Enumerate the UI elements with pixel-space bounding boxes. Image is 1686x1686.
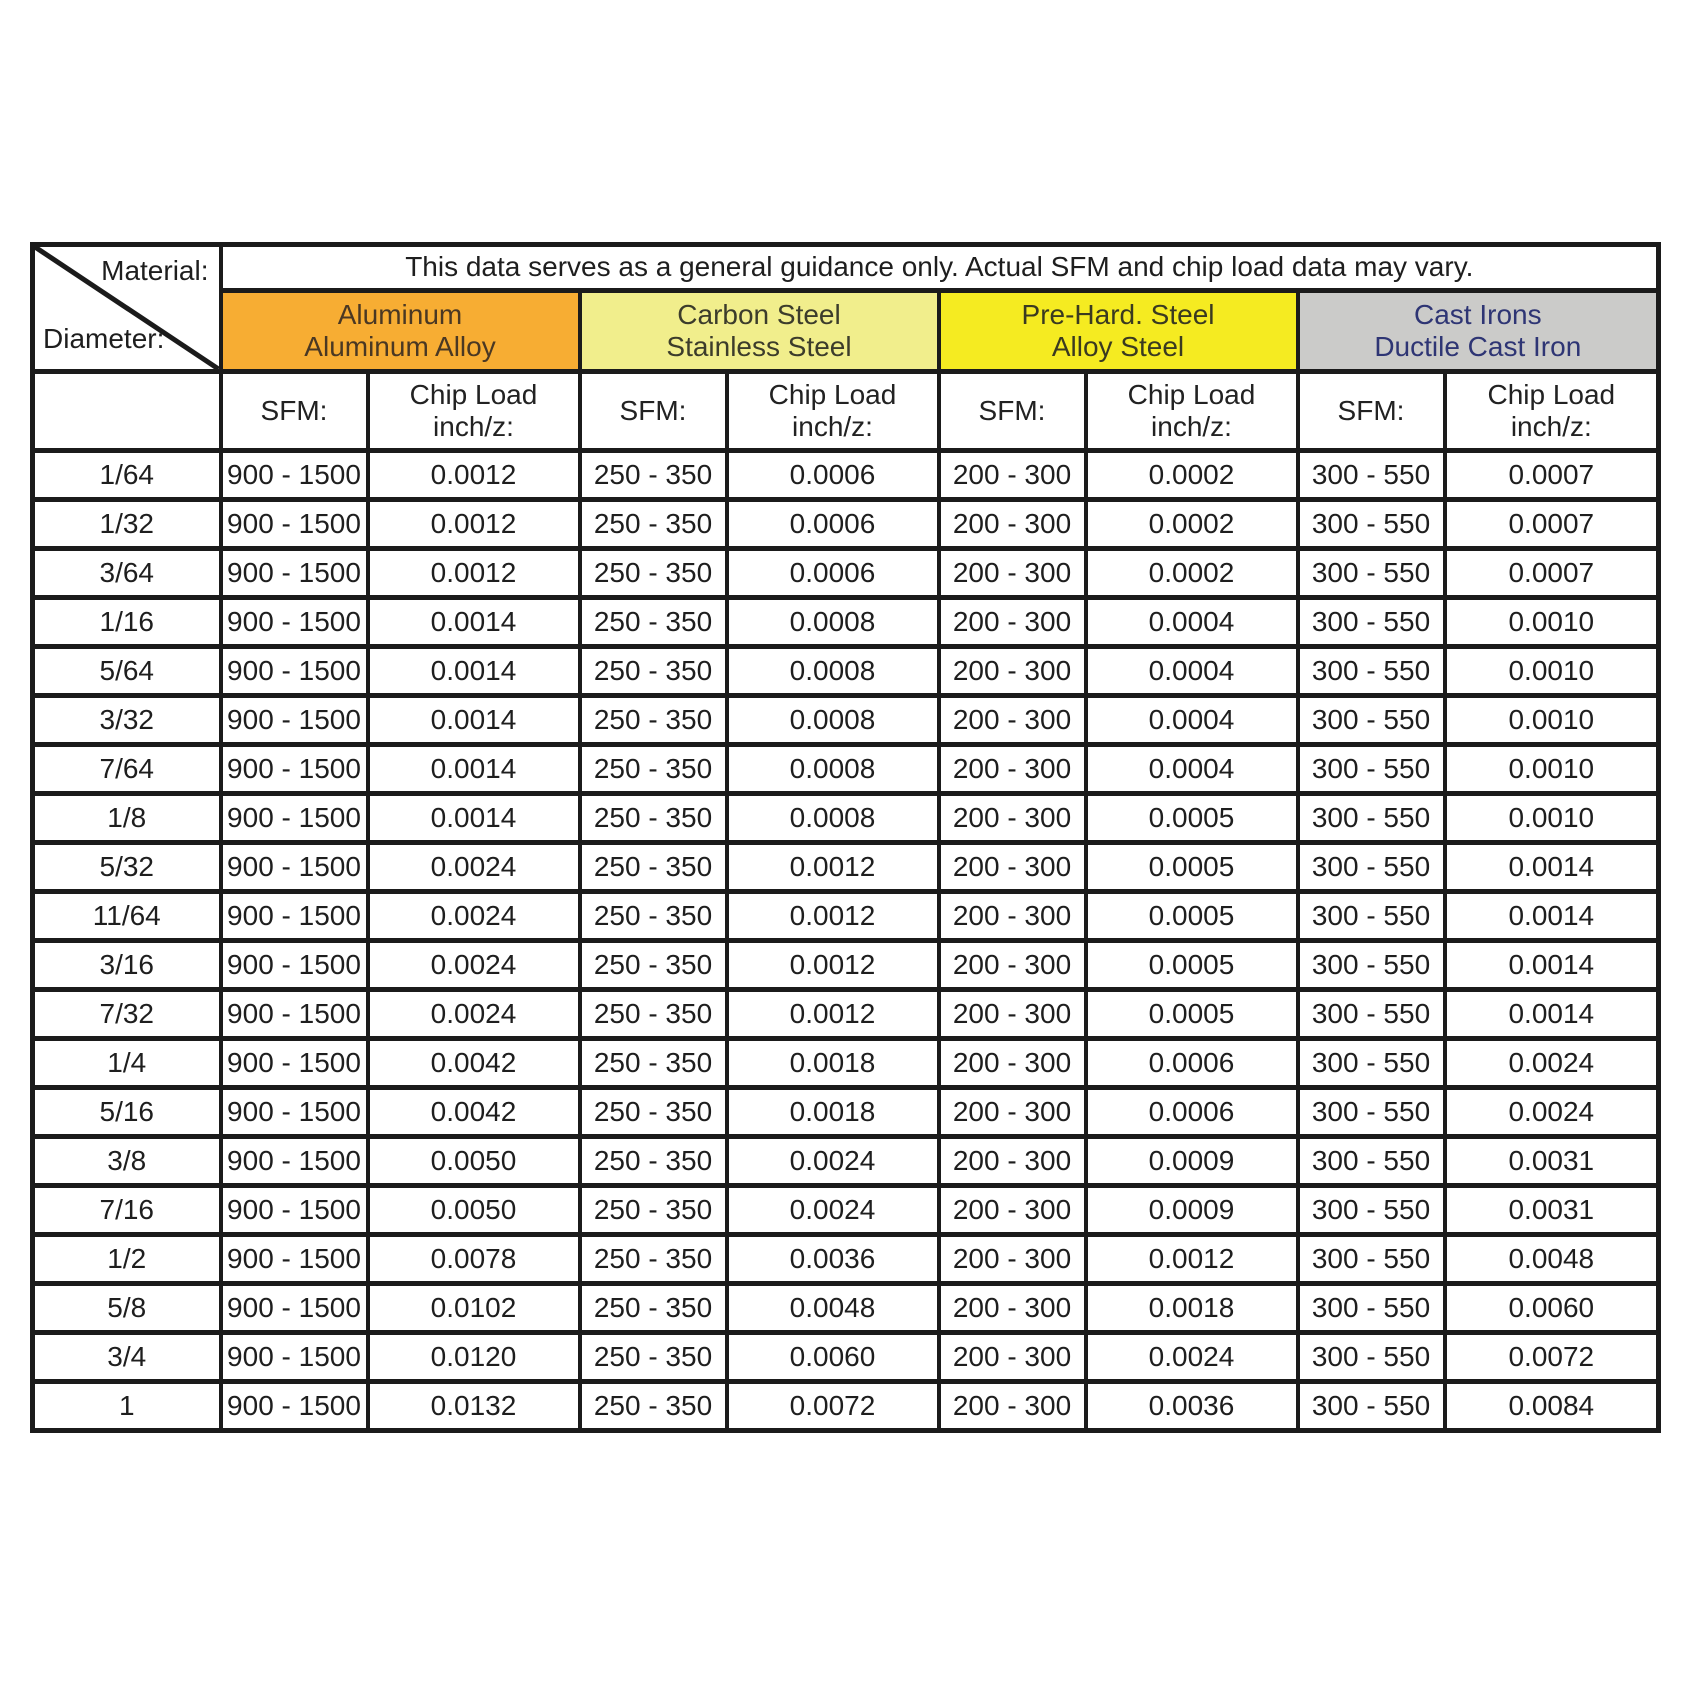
chip-load-value-cell: 0.0006 xyxy=(727,549,939,598)
sfm-value-cell: 200 - 300 xyxy=(939,696,1086,745)
chip-load-value-cell: 0.0084 xyxy=(1445,1382,1659,1431)
diameter-cell: 3/64 xyxy=(33,549,221,598)
sfm-value-cell: 250 - 350 xyxy=(580,892,727,941)
chip-load-value-cell: 0.0024 xyxy=(1086,1333,1298,1382)
chip-load-value-cell: 0.0050 xyxy=(368,1186,580,1235)
diameter-cell: 11/64 xyxy=(33,892,221,941)
diameter-cell: 1/16 xyxy=(33,598,221,647)
chip-load-value-cell: 0.0024 xyxy=(368,941,580,990)
table-row xyxy=(33,696,1659,745)
diameter-cell: 1/2 xyxy=(33,1235,221,1284)
chip-load-value-cell: 0.0024 xyxy=(368,990,580,1039)
chip-load-value-cell: 0.0024 xyxy=(1445,1039,1659,1088)
chipload-header-line2: inch/z: xyxy=(792,411,873,442)
chip-load-value-cell: 0.0009 xyxy=(1086,1186,1298,1235)
chip-load-value-cell: 0.0014 xyxy=(368,794,580,843)
chip-load-value-cell: 0.0031 xyxy=(1445,1137,1659,1186)
chip-load-value-cell: 0.0004 xyxy=(1086,745,1298,794)
diameter-cell: 1/4 xyxy=(33,1039,221,1088)
chipload-column-header xyxy=(727,372,939,451)
diameter-cell: 1 xyxy=(33,1382,221,1431)
sfm-value-cell: 900 - 1500 xyxy=(221,1333,368,1382)
sfm-value-cell: 200 - 300 xyxy=(939,500,1086,549)
diameter-cell: 3/4 xyxy=(33,1333,221,1382)
chip-load-value-cell: 0.0006 xyxy=(727,451,939,500)
chip-load-value-cell: 0.0024 xyxy=(368,843,580,892)
sfm-value-cell: 200 - 300 xyxy=(939,745,1086,794)
chip-load-value-cell: 0.0024 xyxy=(1445,1088,1659,1137)
group-header-line2: Stainless Steel xyxy=(666,331,852,362)
chip-load-value-cell: 0.0024 xyxy=(727,1137,939,1186)
chip-load-value-cell: 0.0132 xyxy=(368,1382,580,1431)
chip-load-value-cell: 0.0007 xyxy=(1445,549,1659,598)
chip-load-value-cell: 0.0006 xyxy=(1086,1088,1298,1137)
sfm-value-cell: 900 - 1500 xyxy=(221,696,368,745)
chip-load-value-cell: 0.0005 xyxy=(1086,843,1298,892)
chip-load-value-cell: 0.0006 xyxy=(727,500,939,549)
chip-load-value-cell: 0.0004 xyxy=(1086,598,1298,647)
sfm-value-cell: 300 - 550 xyxy=(1298,647,1445,696)
sfm-value-cell: 900 - 1500 xyxy=(221,843,368,892)
chip-load-value-cell: 0.0008 xyxy=(727,794,939,843)
sfm-value-cell: 300 - 550 xyxy=(1298,892,1445,941)
chip-load-value-cell: 0.0010 xyxy=(1445,696,1659,745)
sfm-value-cell: 300 - 550 xyxy=(1298,451,1445,500)
sfm-column-header: SFM: xyxy=(221,372,368,451)
sfm-value-cell: 900 - 1500 xyxy=(221,598,368,647)
chip-load-value-cell: 0.0050 xyxy=(368,1137,580,1186)
diameter-cell: 7/16 xyxy=(33,1186,221,1235)
chip-load-value-cell: 0.0008 xyxy=(727,745,939,794)
chip-load-value-cell: 0.0005 xyxy=(1086,990,1298,1039)
chip-load-value-cell: 0.0007 xyxy=(1445,500,1659,549)
group-header-line1: Pre-Hard. Steel xyxy=(1021,298,1215,330)
sfm-value-cell: 300 - 550 xyxy=(1298,1382,1445,1431)
sfm-value-cell: 900 - 1500 xyxy=(221,892,368,941)
chip-load-value-cell: 0.0014 xyxy=(1445,892,1659,941)
chip-load-value-cell: 0.0012 xyxy=(727,941,939,990)
sfm-value-cell: 300 - 550 xyxy=(1298,1137,1445,1186)
sfm-value-cell: 900 - 1500 xyxy=(221,1088,368,1137)
chipload-header-line1: Chip Load xyxy=(1127,378,1256,410)
sfm-value-cell: 200 - 300 xyxy=(939,549,1086,598)
chip-load-value-cell: 0.0009 xyxy=(1086,1137,1298,1186)
group-header-line1: Carbon Steel xyxy=(677,298,841,330)
table-row xyxy=(33,647,1659,696)
chip-load-value-cell: 0.0048 xyxy=(1445,1235,1659,1284)
table-row xyxy=(33,1186,1659,1235)
sfm-value-cell: 250 - 350 xyxy=(580,500,727,549)
chipload-header-line1: Chip Load xyxy=(1487,378,1616,410)
sfm-value-cell: 900 - 1500 xyxy=(221,1186,368,1235)
sfm-value-cell: 250 - 350 xyxy=(580,745,727,794)
material-diameter-corner-cell xyxy=(33,245,221,372)
sfm-value-cell: 250 - 350 xyxy=(580,696,727,745)
table-row xyxy=(33,1088,1659,1137)
sfm-value-cell: 300 - 550 xyxy=(1298,794,1445,843)
sub-header-row xyxy=(33,372,1659,451)
group-header-line1: Cast Irons xyxy=(1413,298,1542,330)
chip-load-value-cell: 0.0014 xyxy=(368,745,580,794)
material-label: Material: xyxy=(101,255,209,286)
sfm-value-cell: 900 - 1500 xyxy=(221,1382,368,1431)
group-header-line2: Aluminum Alloy xyxy=(304,331,496,362)
chip-load-value-cell: 0.0012 xyxy=(1086,1235,1298,1284)
sfm-value-cell: 250 - 350 xyxy=(580,1186,727,1235)
sfm-value-cell: 250 - 350 xyxy=(580,941,727,990)
table-row xyxy=(33,500,1659,549)
chip-load-value-cell: 0.0004 xyxy=(1086,696,1298,745)
table-row xyxy=(33,549,1659,598)
sfm-value-cell: 200 - 300 xyxy=(939,1137,1086,1186)
diameter-cell: 7/32 xyxy=(33,990,221,1039)
sfm-column-header: SFM: xyxy=(939,372,1086,451)
group-header-prehard-steel xyxy=(939,291,1298,372)
sfm-value-cell: 250 - 350 xyxy=(580,1088,727,1137)
diameter-cell: 5/8 xyxy=(33,1284,221,1333)
chip-load-value-cell: 0.0012 xyxy=(727,892,939,941)
chip-load-value-cell: 0.0002 xyxy=(1086,451,1298,500)
sfm-value-cell: 900 - 1500 xyxy=(221,1235,368,1284)
chip-load-value-cell: 0.0014 xyxy=(368,598,580,647)
table-row xyxy=(33,794,1659,843)
sfm-value-cell: 900 - 1500 xyxy=(221,941,368,990)
table-row xyxy=(33,990,1659,1039)
table-row xyxy=(33,1284,1659,1333)
chip-load-value-cell: 0.0005 xyxy=(1086,794,1298,843)
diameter-cell: 1/8 xyxy=(33,794,221,843)
sfm-value-cell: 200 - 300 xyxy=(939,794,1086,843)
sfm-value-cell: 900 - 1500 xyxy=(221,451,368,500)
chip-load-value-cell: 0.0002 xyxy=(1086,549,1298,598)
diameter-cell: 1/64 xyxy=(33,451,221,500)
sfm-value-cell: 250 - 350 xyxy=(580,1235,727,1284)
sfm-value-cell: 900 - 1500 xyxy=(221,794,368,843)
chip-load-value-cell: 0.0012 xyxy=(368,549,580,598)
chip-load-value-cell: 0.0014 xyxy=(1445,843,1659,892)
sfm-value-cell: 900 - 1500 xyxy=(221,1137,368,1186)
chip-load-value-cell: 0.0024 xyxy=(368,892,580,941)
group-header-line1: Aluminum xyxy=(337,298,463,330)
chip-load-value-cell: 0.0014 xyxy=(1445,990,1659,1039)
chip-load-value-cell: 0.0036 xyxy=(727,1235,939,1284)
table-body xyxy=(33,451,1659,1431)
chip-load-value-cell: 0.0036 xyxy=(1086,1382,1298,1431)
chip-load-value-cell: 0.0010 xyxy=(1445,647,1659,696)
chip-load-value-cell: 0.0024 xyxy=(727,1186,939,1235)
sfm-value-cell: 300 - 550 xyxy=(1298,745,1445,794)
table-row xyxy=(33,892,1659,941)
sfm-value-cell: 200 - 300 xyxy=(939,1088,1086,1137)
sfm-value-cell: 250 - 350 xyxy=(580,549,727,598)
chipload-column-header xyxy=(1445,372,1659,451)
chip-load-value-cell: 0.0008 xyxy=(727,598,939,647)
group-header-carbon-steel xyxy=(580,291,939,372)
sfm-column-header: SFM: xyxy=(580,372,727,451)
sfm-value-cell: 300 - 550 xyxy=(1298,941,1445,990)
table-row xyxy=(33,1039,1659,1088)
chip-load-value-cell: 0.0042 xyxy=(368,1088,580,1137)
chip-load-value-cell: 0.0014 xyxy=(1445,941,1659,990)
sfm-value-cell: 300 - 550 xyxy=(1298,1039,1445,1088)
sfm-value-cell: 200 - 300 xyxy=(939,1284,1086,1333)
sfm-value-cell: 200 - 300 xyxy=(939,1186,1086,1235)
chip-load-value-cell: 0.0010 xyxy=(1445,598,1659,647)
sfm-value-cell: 900 - 1500 xyxy=(221,745,368,794)
table-row xyxy=(33,745,1659,794)
sfm-value-cell: 250 - 350 xyxy=(580,451,727,500)
diameter-cell: 5/32 xyxy=(33,843,221,892)
sfm-value-cell: 250 - 350 xyxy=(580,598,727,647)
chip-load-value-cell: 0.0078 xyxy=(368,1235,580,1284)
chip-load-value-cell: 0.0042 xyxy=(368,1039,580,1088)
group-header-line2: Alloy Steel xyxy=(1051,331,1185,362)
sfm-value-cell: 200 - 300 xyxy=(939,843,1086,892)
chip-load-value-cell: 0.0007 xyxy=(1445,451,1659,500)
sfm-value-cell: 300 - 550 xyxy=(1298,500,1445,549)
chip-load-value-cell: 0.0008 xyxy=(727,647,939,696)
sfm-value-cell: 200 - 300 xyxy=(939,1333,1086,1382)
chipload-header-line2: inch/z: xyxy=(1151,411,1232,442)
empty-corner-cell xyxy=(33,372,221,451)
diameter-cell: 3/8 xyxy=(33,1137,221,1186)
sfm-value-cell: 200 - 300 xyxy=(939,598,1086,647)
sfm-value-cell: 300 - 550 xyxy=(1298,990,1445,1039)
sfm-value-cell: 250 - 350 xyxy=(580,1382,727,1431)
chip-load-value-cell: 0.0072 xyxy=(727,1382,939,1431)
sfm-value-cell: 900 - 1500 xyxy=(221,1039,368,1088)
chip-load-value-cell: 0.0012 xyxy=(368,451,580,500)
table-row xyxy=(33,598,1659,647)
sfm-value-cell: 900 - 1500 xyxy=(221,1284,368,1333)
chip-load-value-cell: 0.0102 xyxy=(368,1284,580,1333)
sfm-value-cell: 900 - 1500 xyxy=(221,647,368,696)
sfm-chipload-table xyxy=(30,242,1661,1433)
sfm-value-cell: 250 - 350 xyxy=(580,1284,727,1333)
table-row xyxy=(33,843,1659,892)
chipload-column-header xyxy=(368,372,580,451)
sfm-value-cell: 250 - 350 xyxy=(580,843,727,892)
sfm-value-cell: 250 - 350 xyxy=(580,1039,727,1088)
table-row xyxy=(33,1235,1659,1284)
chipload-header-line1: Chip Load xyxy=(409,378,538,410)
sfm-value-cell: 300 - 550 xyxy=(1298,549,1445,598)
diameter-cell: 7/64 xyxy=(33,745,221,794)
group-header-cast-irons xyxy=(1298,291,1659,372)
sfm-value-cell: 900 - 1500 xyxy=(221,990,368,1039)
chip-load-value-cell: 0.0014 xyxy=(368,696,580,745)
sfm-value-cell: 200 - 300 xyxy=(939,1235,1086,1284)
diameter-cell: 5/64 xyxy=(33,647,221,696)
sfm-value-cell: 300 - 550 xyxy=(1298,696,1445,745)
chipload-header-line2: inch/z: xyxy=(1510,411,1592,442)
diameter-cell: 1/32 xyxy=(33,500,221,549)
diameter-cell: 5/16 xyxy=(33,1088,221,1137)
chip-load-value-cell: 0.0012 xyxy=(368,500,580,549)
chip-load-value-cell: 0.0018 xyxy=(727,1039,939,1088)
sfm-value-cell: 300 - 550 xyxy=(1298,1235,1445,1284)
chip-load-value-cell: 0.0031 xyxy=(1445,1186,1659,1235)
sfm-value-cell: 300 - 550 xyxy=(1298,843,1445,892)
chip-load-value-cell: 0.0004 xyxy=(1086,647,1298,696)
sfm-value-cell: 900 - 1500 xyxy=(221,549,368,598)
chip-load-value-cell: 0.0072 xyxy=(1445,1333,1659,1382)
sfm-value-cell: 300 - 550 xyxy=(1298,1284,1445,1333)
chip-load-value-cell: 0.0006 xyxy=(1086,1039,1298,1088)
chip-load-value-cell: 0.0010 xyxy=(1445,794,1659,843)
group-header-aluminum xyxy=(221,291,580,372)
table-row xyxy=(33,941,1659,990)
sfm-value-cell: 900 - 1500 xyxy=(221,500,368,549)
table-row xyxy=(33,1333,1659,1382)
chip-load-value-cell: 0.0060 xyxy=(727,1333,939,1382)
sfm-value-cell: 200 - 300 xyxy=(939,647,1086,696)
sfm-value-cell: 250 - 350 xyxy=(580,1333,727,1382)
chip-load-value-cell: 0.0012 xyxy=(727,843,939,892)
sfm-value-cell: 300 - 550 xyxy=(1298,598,1445,647)
sfm-value-cell: 250 - 350 xyxy=(580,794,727,843)
table-row xyxy=(33,451,1659,500)
chip-load-value-cell: 0.0008 xyxy=(727,696,939,745)
chip-load-value-cell: 0.0018 xyxy=(1086,1284,1298,1333)
sfm-value-cell: 300 - 550 xyxy=(1298,1088,1445,1137)
sfm-value-cell: 250 - 350 xyxy=(580,1137,727,1186)
sfm-value-cell: 200 - 300 xyxy=(939,990,1086,1039)
sfm-value-cell: 200 - 300 xyxy=(939,892,1086,941)
chip-load-value-cell: 0.0120 xyxy=(368,1333,580,1382)
chipload-column-header xyxy=(1086,372,1298,451)
sfm-value-cell: 300 - 550 xyxy=(1298,1186,1445,1235)
chipload-header-line1: Chip Load xyxy=(768,378,897,410)
sfm-value-cell: 200 - 300 xyxy=(939,1382,1086,1431)
chip-load-value-cell: 0.0002 xyxy=(1086,500,1298,549)
table-row xyxy=(33,1137,1659,1186)
sfm-column-header: SFM: xyxy=(1298,372,1445,451)
sfm-value-cell: 250 - 350 xyxy=(580,647,727,696)
chip-load-value-cell: 0.0012 xyxy=(727,990,939,1039)
diameter-cell: 3/32 xyxy=(33,696,221,745)
chip-load-value-cell: 0.0005 xyxy=(1086,892,1298,941)
chipload-header-line2: inch/z: xyxy=(433,411,514,442)
chip-load-value-cell: 0.0010 xyxy=(1445,745,1659,794)
chip-load-value-cell: 0.0048 xyxy=(727,1284,939,1333)
chip-load-value-cell: 0.0014 xyxy=(368,647,580,696)
guidance-notice: This data serves as a general guidance only. Actual SFM and chip load data may vary. xyxy=(221,245,1659,291)
sfm-value-cell: 200 - 300 xyxy=(939,451,1086,500)
diameter-label: Diameter: xyxy=(43,322,165,354)
sfm-value-cell: 200 - 300 xyxy=(939,941,1086,990)
chip-load-value-cell: 0.0005 xyxy=(1086,941,1298,990)
chip-load-value-cell: 0.0060 xyxy=(1445,1284,1659,1333)
sfm-value-cell: 200 - 300 xyxy=(939,1039,1086,1088)
group-header-line2: Ductile Cast Iron xyxy=(1374,331,1582,362)
sfm-value-cell: 250 - 350 xyxy=(580,990,727,1039)
chip-load-value-cell: 0.0018 xyxy=(727,1088,939,1137)
diameter-cell: 3/16 xyxy=(33,941,221,990)
table-row xyxy=(33,1382,1659,1431)
sfm-value-cell: 300 - 550 xyxy=(1298,1333,1445,1382)
